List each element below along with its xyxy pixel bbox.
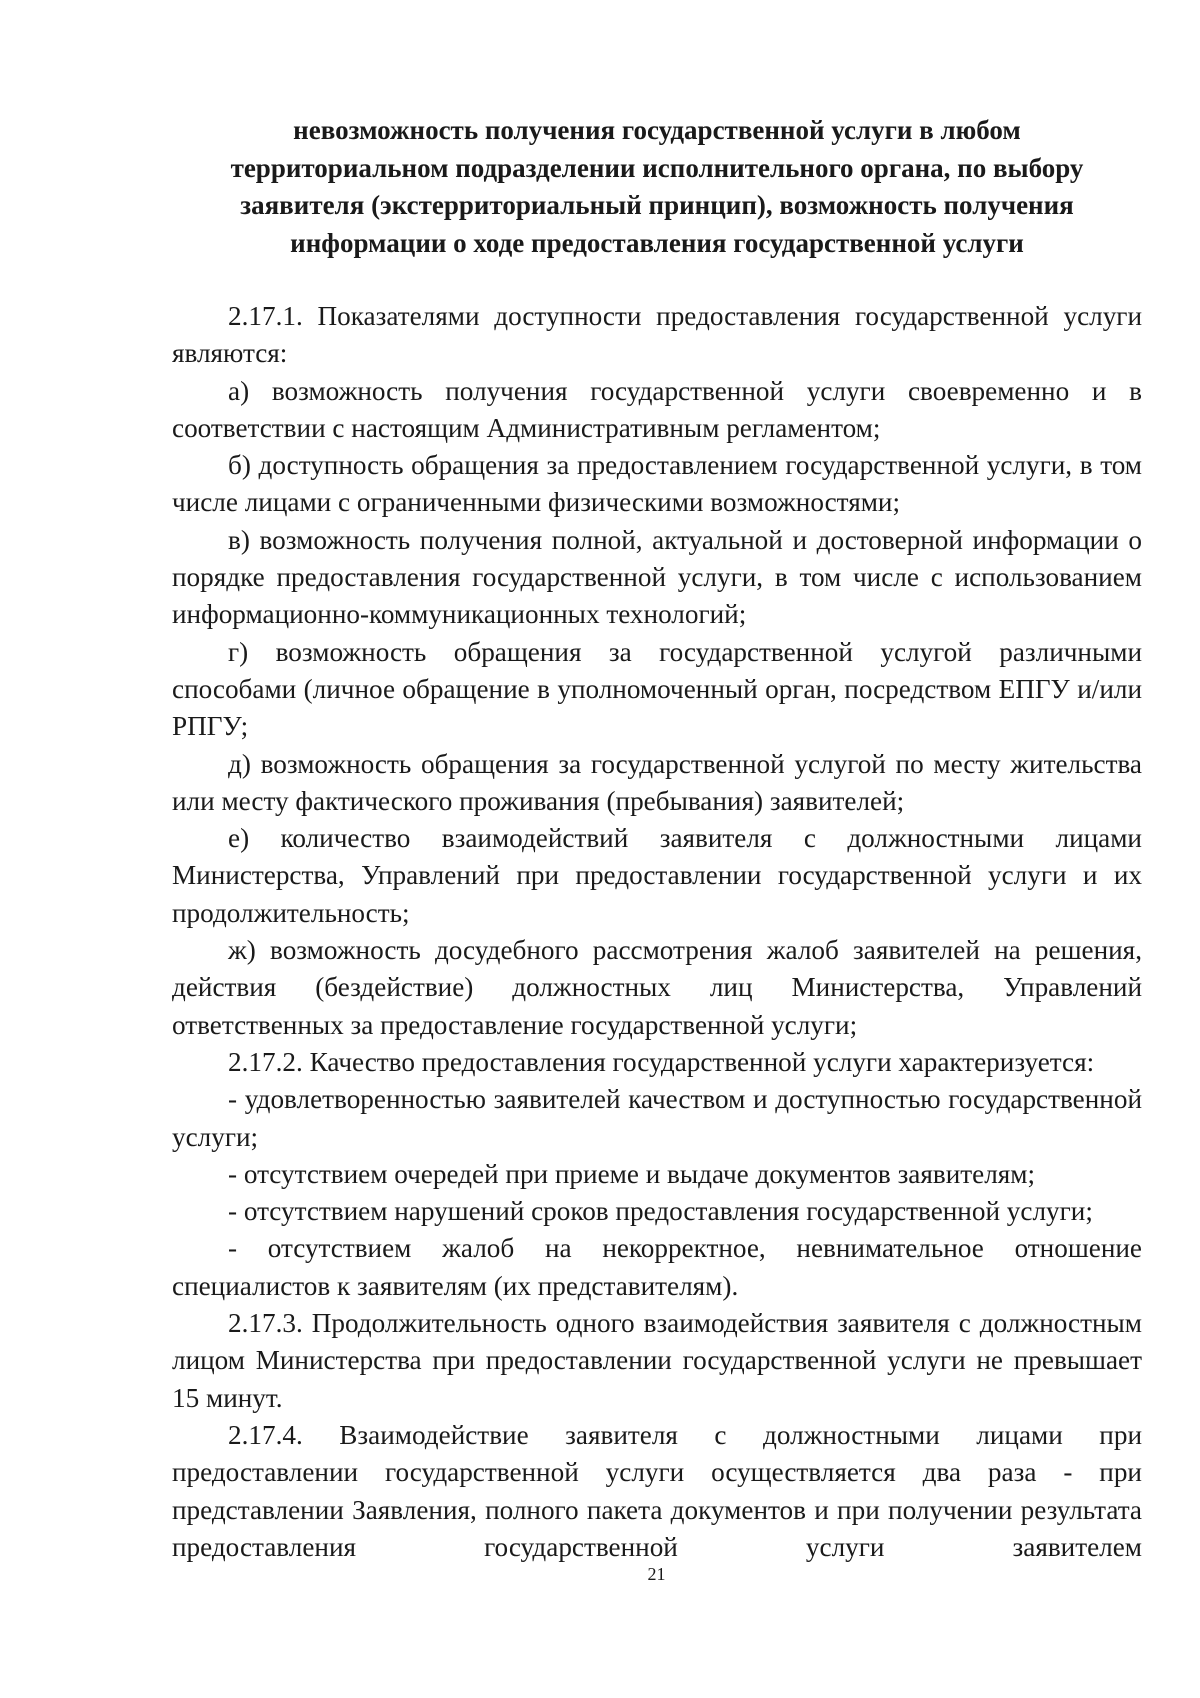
list-item-g: г) возможность обращения за государственной услугой различными способами (личное обращение в уполномоченный орган, посредством ЕПГУ и/или РПГУ; bbox=[172, 636, 1142, 742]
paragraph-2-17-3: 2.17.3. Продолжительность одного взаимодействия заявителя с должностным лицом Министерства при предоставлении государственной услуги не превышает 15 минут. bbox=[172, 1308, 1142, 1413]
list-item-d: д) возможность обращения за государственной услугой по месту жительства или месту фактического проживания (пребывания) заявителей; bbox=[172, 748, 1142, 816]
page-number: 21 bbox=[647, 1564, 666, 1584]
list-item-b: б) доступность обращения за предоставлением государственной услуги, в том числе лицами с ограниченными физическими возможностями; bbox=[172, 450, 1142, 518]
list-item-a: а) возможность получения государственной услуги своевременно и в соответствии с настоящим Административным регламентом; bbox=[172, 375, 1142, 443]
paragraph-2-17-2: 2.17.2. Качество предоставления государственной услуги характеризуется: bbox=[228, 1046, 1095, 1077]
heading-line: заявителя (экстерриториальный принцип), возможность получения bbox=[240, 190, 1074, 220]
quality-item: - отсутствием очередей при приеме и выдаче документов заявителям; bbox=[228, 1158, 1036, 1189]
quality-item: - отсутствием нарушений сроков предоставления государственной услуги; bbox=[228, 1196, 1093, 1227]
heading-line: невозможность получения государственной услуги в любом bbox=[293, 115, 1021, 145]
quality-item: - удовлетворенностью заявителей качеством и доступностью государственной услуги; bbox=[172, 1084, 1142, 1152]
heading-line: территориальном подразделении исполнительного органа, по выбору bbox=[230, 152, 1084, 183]
paragraph-2-17-4: 2.17.4. Взаимодействие заявителя с должностными лицами при предоставлении государственной услуги осуществляется два раза - при представлении Заявления, полного пакета документов и при получении результата предоставления государственной услуги заявителем bbox=[172, 1419, 1142, 1562]
document-body bbox=[172, 298, 1142, 1566]
heading-line: информации о ходе предоставления государственной услуги bbox=[290, 227, 1024, 258]
quality-item: - отсутствием жалоб на некорректное, невнимательное отношение специалистов к заявителям (их представителям). bbox=[172, 1233, 1142, 1301]
paragraph-2-17-1: 2.17.1. Показателями доступности предоставления государственной услуги являются: bbox=[172, 301, 1142, 369]
document-page bbox=[172, 112, 1142, 1566]
list-item-zh: ж) возможность досудебного рассмотрения жалоб заявителей на решения, действия (бездействие) должностных лиц Министерства, Управлений ответственных за предоставление государственной услуги; bbox=[172, 935, 1142, 1040]
section-heading bbox=[172, 112, 1142, 262]
list-item-v: в) возможность получения полной, актуальной и достоверной информации о порядке предоставления государственной услуги, в том числе с использованием информационно-коммуникационных технологий; bbox=[172, 524, 1142, 630]
list-item-e: е) количество взаимодействий заявителя с должностными лицами Министерства, Управлений при предоставлении государственной услуги и их продолжительность; bbox=[172, 823, 1142, 928]
